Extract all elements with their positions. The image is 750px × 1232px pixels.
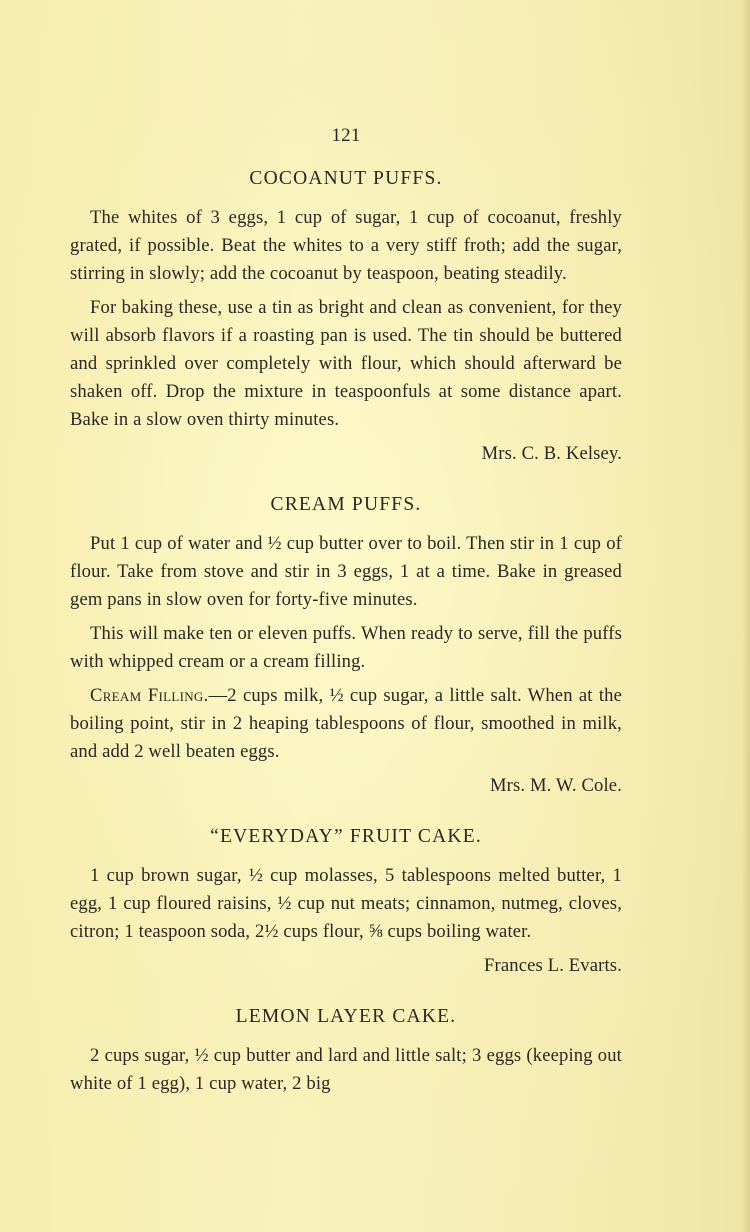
recipe-paragraph: 2 cups sugar, ½ cup butter and lard and little salt; 3 eggs (keeping out white of 1 egg), 1 cup water, 2 big (70, 1045, 622, 1094)
cream-filling-label: Cream Filling. (90, 685, 209, 706)
recipe-author: Frances L. Evarts. (484, 955, 622, 976)
recipe-cream-puffs (70, 490, 622, 800)
recipe-paragraph: Put 1 cup of water and ½ cup butter over to boil. Then stir in 1 cup of flour. Take from stove and stir in 3 eggs, 1 at a time. Bake in greased gem pans in slow oven for forty-five minutes. (70, 533, 622, 610)
recipe-paragraph: This will make ten or eleven puffs. When ready to serve, fill the puffs with whipped cream or a cream filling. (70, 623, 622, 672)
cream-filling-text: —2 cups milk, ½ cup sugar, a little salt. When at the boiling point, stir in 2 heaping tablespoons of flour, smoothed in milk, and add 2 well beaten eggs. (70, 685, 622, 762)
section-spacer (70, 800, 622, 822)
cream-filling-paragraph (70, 682, 622, 766)
page-content (70, 122, 622, 1104)
recipe-paragraph: The whites of 3 eggs, 1 cup of sugar, 1 cup of cocoanut, freshly grated, if possible. Beat the whites to a very stiff froth; add the sugar, stirring in slowly; add the cocoanut by teaspoon, beating steadily. (70, 207, 622, 284)
recipe-title: “EVERYDAY” FRUIT CAKE. (210, 826, 482, 847)
section-spacer (70, 980, 622, 1002)
recipe-everyday-fruit-cake (70, 822, 622, 980)
page-number: 121 (331, 125, 361, 146)
recipe-title: CREAM PUFFS. (270, 494, 422, 515)
recipe-title: COCOANUT PUFFS. (249, 168, 443, 189)
recipe-author: Mrs. C. B. Kelsey. (481, 443, 622, 464)
section-spacer (70, 468, 622, 490)
recipe-title: LEMON LAYER CAKE. (235, 1006, 457, 1027)
recipe-paragraph: For baking these, use a tin as bright and clean as convenient, for they will absorb flavors if a roasting pan is used. The tin should be buttered and sprinkled over completely with flour, which should afterward be shaken off. Drop the mixture in teaspoonfuls at some distance apart. Bake in a slow oven thirty minutes. (70, 297, 622, 430)
recipe-cocoanut-puffs (70, 164, 622, 468)
recipe-lemon-layer-cake (70, 1002, 622, 1098)
recipe-author: Mrs. M. W. Cole. (489, 775, 622, 796)
recipe-paragraph: 1 cup brown sugar, ½ cup molasses, 5 tablespoons melted butter, 1 egg, 1 cup floured raisins, ½ cup nut meats; cinnamon, nutmeg, cloves, citron; 1 teaspoon soda, 2½ cups flour, ⅝ cups boiling water. (70, 865, 622, 942)
